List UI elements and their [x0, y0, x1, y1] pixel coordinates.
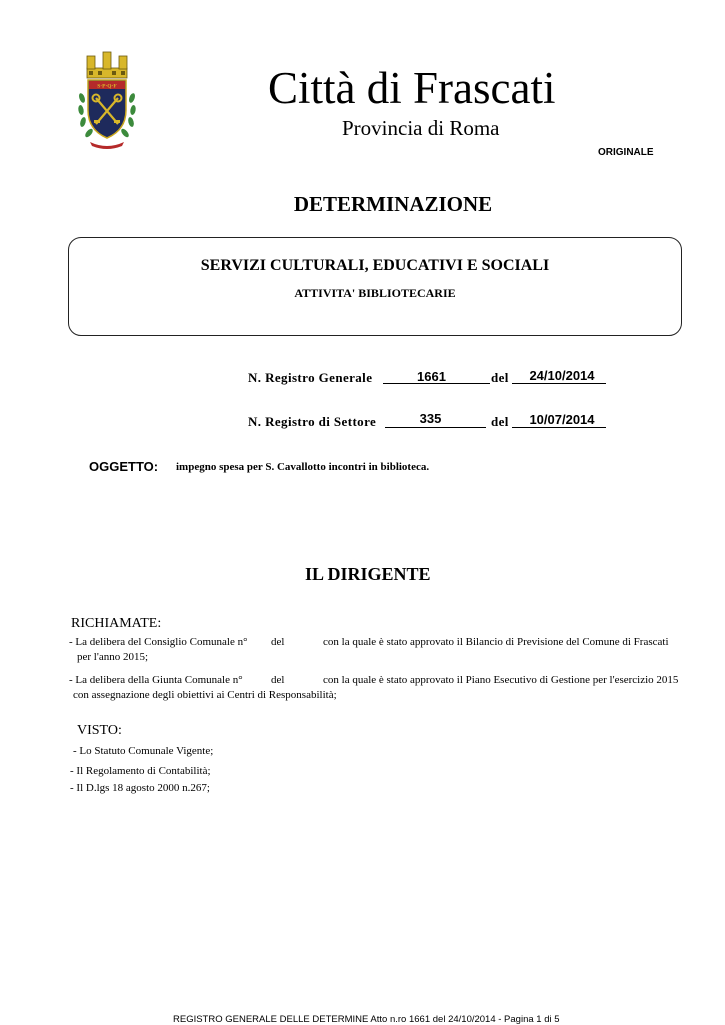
department-name: SERVIZI CULTURALI, EDUCATIVI E SOCIALI — [200, 257, 550, 274]
richiamate-heading: RICHIAMATE: — [71, 616, 162, 631]
visto-heading: VISTO: — [77, 723, 122, 738]
page-footer: REGISTRO GENERALE DELLE DETERMINE Atto n.ro 1661 del 24/10/2014 - Pagina 1 di 5 — [173, 1014, 560, 1025]
department-sub-unit: ATTIVITA' BIBLIOTECARIE — [294, 286, 456, 300]
richiamate-item-2-tail: con la quale è stato approvato il Piano Esecutivo di Gestione per l'esercizio 2015 — [323, 674, 679, 686]
sector-registry-date: 10/07/2014 — [529, 412, 595, 427]
copy-type-label: ORIGINALE — [598, 147, 654, 158]
richiamate-item-2-lead: - La delibera della Giunta Comunale n° — [69, 674, 243, 686]
richiamate-item-1-tail: con la quale è stato approvato il Bilancio di Previsione del Comune di Frascati — [323, 636, 669, 648]
visto-item: - Lo Statuto Comunale Vigente; — [73, 745, 214, 757]
richiamate-item-1-del: del — [271, 636, 285, 648]
richiamate-item-1-continuation: per l'anno 2015; — [77, 651, 149, 663]
ribbon-icon — [90, 142, 124, 149]
sector-registry-number: 335 — [419, 411, 442, 426]
visto-item: - Il Regolamento di Contabilità; — [70, 765, 211, 777]
sector-del-label: del — [491, 414, 509, 429]
richiamate-item-1-lead: - La delibera del Consiglio Comunale n° — [69, 636, 248, 648]
visto-item: - Il D.lgs 18 agosto 2000 n.267; — [70, 782, 210, 794]
city-crest-logo — [76, 50, 138, 152]
svg-text:S·P·Q·F: S·P·Q·F — [97, 83, 117, 90]
shield-icon — [88, 80, 126, 138]
richiamate-item-2-continuation: con assegnazione degli obiettivi ai Centri di Responsabilità; — [73, 689, 337, 701]
general-del-label: del — [491, 370, 509, 385]
richiamate-item-2-del: del — [271, 674, 285, 686]
general-registry-number: 1661 — [417, 369, 446, 384]
authority-heading: IL DIRIGENTE — [305, 564, 431, 584]
province-subtitle: Provincia di Roma — [342, 116, 500, 140]
subject-text: impegno spesa per S. Cavallotto incontri in biblioteca. — [176, 461, 430, 473]
sector-registry-label: N. Registro di Settore — [248, 414, 377, 429]
general-registry-date: 24/10/2014 — [529, 368, 595, 383]
crown-icon — [87, 52, 127, 78]
subject-label: OGGETTO: — [89, 459, 159, 474]
city-title: Città di Frascati — [268, 63, 556, 113]
document-type-heading: DETERMINAZIONE — [293, 192, 493, 216]
general-registry-label: N. Registro Generale — [248, 370, 373, 385]
